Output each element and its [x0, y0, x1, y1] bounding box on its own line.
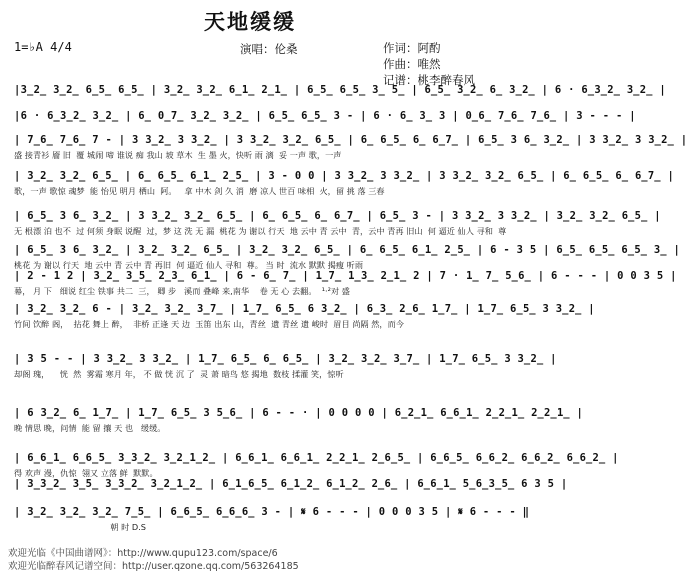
singer-credit: 演唱：伦桑 [240, 42, 298, 56]
key-signature: 1=♭A 4/4 [14, 40, 72, 54]
footer-link-qupu[interactable]: 欢迎光临《中国曲谱网》：http://www.qupu123.com/space/6 [8, 548, 278, 559]
lyric-line-4: 歌，一声 歌惊 魂梦 能 怡见 明月 栖山 阿。 拿 中木 剑 久 消 磨 凉人 世百 味相 火，留 挑 落 三春 [14, 186, 385, 196]
composer-credit: 作曲：唯然 [383, 57, 441, 71]
score-line-8: | 3̲2̲ 3̲2̲ 6 - | 3̲2̲ 3̲2̲ 3̲7̲ | 1̲7̲ 6̲5̲ 6 3̲2̲ | 6̲3̲ 2̲6̲ 1̲7̲ | 1̲7̲ 6̲5̲ 3 3̲2̲ | [14, 303, 595, 315]
score-line-1: |3̲2̲ 3̲2̲ 6̲5̲ 6̲5̲ | 3̲2̲ 3̲2̲ 6̲1̲ 2̲1̲ | 6̲5̲ 6̲5̲ 3̲ 5̲ | 6̲5̲ 3̲2̲ 6̲ 3̲2̲ | 6 · 6̲3̲2̲ 3̲2̲ | [14, 84, 666, 96]
score-line-12: | 3̲3̲2̲ 3̲5̲ 3̲3̲2̲ 3̲2̲1̲2̲ | 6̲1̲6̲5̲ 6̲1̲2̲ 6̲1̲2̲ 2̲6̲ | 6̲6̲1̲ 5̲6̲3̲5̲ 6 3 5 | [14, 478, 568, 490]
score-line-5: | 6̲5̲ 3 6̲ 3̲2̲ | 3 3̲2̲ 3̲2̲ 6̲5̲ | 6̲ 6̲5̲ 6̲ 6̲7̲ | 6̲5̲ 3 - | 3 3̲2̲ 3 3̲2̲ | 3̲2̲ 3̲2̲ 6̲5̲ | [14, 210, 661, 222]
lyric-line-8: 竹间 饮醉 阁， 拈花 舞上 醉， 非桥 正逢 天 边 玉笛 出东 山，青丝 遗 青丝 遗 峻时 眉目 尚隔 然，而今 [14, 319, 404, 329]
lyric-line-6: 桃花 为 谢以 行天 地 云中 青 云中 青 再旧 何 逼近 仙人 寻和 尊。 当 时 流水 默默 揭瘦 听雨 [14, 260, 364, 270]
score-line-6: | 6̲5̲ 3 6̲ 3̲2̲ | 3̲2̲ 3̲2̲ 6̲5̲ | 3̲2̲ 3̲2̲ 6̲5̲ | 6̲ 6̲5̲ 6̲1̲ 2̲5̲ | 6 - 3 5 | 6̲5̲ 6̲5̲ 6̲5̲ 3̲ | [14, 244, 681, 256]
score-line-3: | 7̲6̲ 7̲6̲ 7 - | 3 3̲2̲ 3 3̲2̲ | 3 3̲2̲ 3̲2̲ 6̲5̲ | 6̲ 6̲5̲ 6̲ 6̲7̲ | 6̲5̲ 3 6̲ 3̲2̲ | 3 3̲2̲ 3 3̲2̲ | [14, 134, 687, 146]
lyric-line-13: 朝 时 D.S [14, 522, 146, 532]
score-line-11: | 6̲6̲1̲ 6̲6̲5̲ 3̲3̲2̲ 3̲2̲1̲2̲ | 6̲6̲1̲ 6̲6̲1̲ 2̲2̲1̲ 2̲6̲5̲ | 6̲6̲5̲ 6̲6̲2̲ 6̲6̲2̲ 6̲6̲2̲ | [14, 452, 619, 464]
lyric-line-3: 盛 接青衫 靥 旧 覆 城闹 啼 谁说 痴 我山 坡 草木 生 墨 火，快听 雨 漓 妥 一声 歌，一声 [14, 150, 342, 160]
lyricist-credit: 作词：阿酌 [383, 41, 441, 55]
score-line-13: | 3̲2̲ 3̲2̲ 3̲2̲ 7̲5̲ | 6̲6̲5̲ 6̲6̲6̲ 3 - | 𝄋 6 - - - | 0 0 0 3 5 | 𝄋 6 - - - ‖ [14, 506, 530, 518]
lyric-line-7: 幕， 月 下 细说 红尘 铁事 共二 三， 卿 步 溪而 叠峰 来,南华 卷 无 心 去翻。 ¹·²对 盛 [14, 286, 350, 296]
score-line-4: | 3̲2̲ 3̲2̲ 6̲5̲ | 6̲ 6̲5̲ 6̲1̲ 2̲5̲ | 3 - 0 0 | 3 3̲2̲ 3 3̲2̲ | 3 3̲2̲ 3̲2̲ 6̲5̲ | 6̲ 6̲5̲ 6̲ 6̲7̲ | [14, 170, 675, 182]
lyric-line-9: 却阁 瑰， 恍 然 雾霜 寒月 年， 不 做 恍 沉 了 灵 萧 暗鸟 悠 揭地 数枝 揉灌 笑，惊听 [14, 369, 344, 379]
score-line-10: | 6 3̲2̲ 6̲ 1̲7̲ | 1̲7̲ 6̲5̲ 3 5̲6̲ | 6 - - · | 0 0 0 0 | 6̲2̲1̲ 6̲6̲1̲ 2̲2̲1̲ 2̲2̲1̲ | [14, 407, 584, 419]
lyric-line-5: 无 根漂 泊 也不 过 何须 身眠 说醒 过，梦 这 洗 无 漏 桃花 为 谢以 行天 地 云中 青 云中 青，云中 青再 旧山 何 逼近 仙人 寻和 尊 [14, 226, 507, 236]
footer-link-qzone[interactable]: 欢迎光临醉春风记谱空间：http://user.qzone.qq.com/563264185 [8, 561, 299, 572]
lyric-line-11: 得 欢声 漫，仇惊 翎又 立落 鲜 默默。 [14, 468, 158, 478]
score-line-2: |6 · 6̲3̲2̲ 3̲2̲ | 6̲ 0̲7̲ 3̲2̲ 3̲2̲ | 6̲5̲ 6̲5̲ 3 - | 6 · 6̲ 3̲ 3 | 0̲6̲ 7̲6̲ 7̲6̲ | 3 - - - | [14, 110, 636, 122]
song-title: 天地缓缓 [204, 9, 296, 34]
score-line-9: | 3 5 - - | 3 3̲2̲ 3 3̲2̲ | 1̲7̲ 6̲5̲ 6̲ 6̲5̲ | 3̲2̲ 3̲2̲ 3̲7̲ | 1̲7̲ 6̲5̲ 3 3̲2̲ | [14, 353, 557, 365]
transcriber-credit: 记谱：桃李醉春风 [383, 73, 475, 87]
lyric-line-10: 晚 情思 晚，问情 能 留 攘 天 也 缓缓。 [14, 423, 166, 433]
score-line-7: | 2 - 1 2 | 3̲2̲ 3̲5̲ 2̲3̲ 6̲1̲ | 6 - 6̲ 7̲ | 1̲7̲ 1̲3̲ 2̲1̲ 2 | 7 · 1̲ 7̲ 5̲6̲ | 6 - - - | 0 0 3 5 | [14, 270, 677, 282]
